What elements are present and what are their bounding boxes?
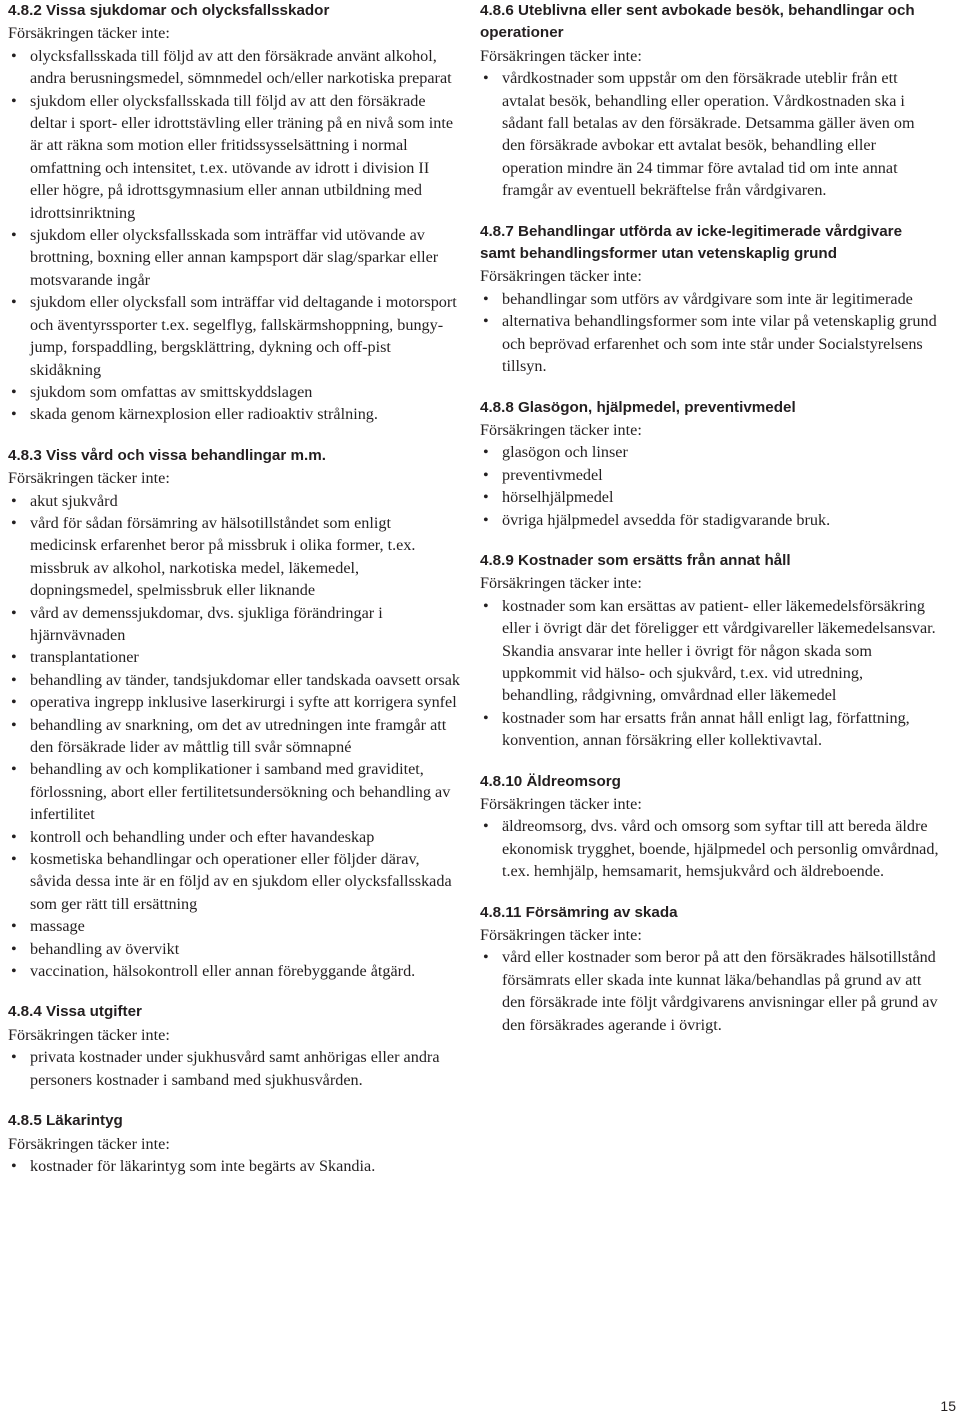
list-item-text: sjukdom eller olycksfallsskada som inträffar vid utövande av brottning, boxning eller annan kampsport där slag/sparkar eller motsvarande ingår <box>30 226 439 289</box>
list-item-text: vård eller kostnader som beror på att den försäkrades hälsotillstånd försämrats eller skada inte kunnat läka/behandlas på grund av att den försäkrade inte följt vårdgivarens anvisningar eller på grund av den försäkrades agerande i övrigt. <box>502 948 938 1034</box>
list-item <box>480 441 940 463</box>
section <box>480 771 940 883</box>
list-item-text: kostnader för läkarintyg som inte begärts av Skandia. <box>30 1156 376 1175</box>
list-item-text: sjukdom som omfattas av smittskyddslagen <box>30 382 313 401</box>
list-item-text: övriga hjälpmedel avsedda för stadigvarande bruk. <box>502 510 831 529</box>
list-item <box>8 714 460 759</box>
left-column <box>8 0 460 1196</box>
list-item-text: behandling av övervikt <box>30 939 180 958</box>
list-item-text: behandling av tänder, tandsjukdomar eller tandskada oavsett orsak <box>30 670 460 689</box>
section-intro: Försäkringen täcker inte: <box>8 24 170 43</box>
list-item-text: alternativa behandlingsformer som inte vilar på vetenskaplig grund och beprövad erfarenhet och som inte står under Socialstyrelsens tillsyn. <box>502 312 937 376</box>
bullet-icon: • <box>11 827 17 846</box>
bullet-icon: • <box>483 948 489 967</box>
bullet-icon: • <box>483 69 489 88</box>
section-intro: Försäkringen täcker inte: <box>8 469 170 488</box>
list-item-text: vård för sådan försämring av hälsotillståndet som enligt medicinsk erfarenhet beror på missbruk i olika former, t.ex. missbruk av alkohol, narkotiska medel, läkemedel, dopningsmedel, spelmissbruk eller liknande <box>30 513 416 600</box>
bullet-list <box>480 815 940 882</box>
section-intro: Försäkringen täcker inte: <box>480 267 642 286</box>
section-intro: Försäkringen täcker inte: <box>8 1025 170 1044</box>
list-item-text: transplantationer <box>30 648 139 667</box>
list-item-text: vaccination, hälsokontroll eller annan förebyggande åtgärd. <box>30 962 416 981</box>
bullet-icon: • <box>11 382 17 401</box>
bullet-list <box>480 67 940 201</box>
list-item <box>8 45 460 90</box>
list-item-text: akut sjukvård <box>30 491 118 510</box>
list-item <box>480 464 940 486</box>
bullet-icon: • <box>11 405 17 424</box>
section-heading: 4.8.6 Uteblivna eller sent avbokade besök, behandlingar och operationer <box>480 2 915 42</box>
bullet-icon: • <box>483 510 489 529</box>
bullet-icon: • <box>11 226 17 245</box>
section <box>480 221 940 378</box>
list-item <box>480 67 940 201</box>
list-item <box>480 310 940 377</box>
section-intro: Försäkringen täcker inte: <box>480 574 642 593</box>
section <box>480 902 940 1036</box>
bullet-icon: • <box>483 596 489 615</box>
list-item <box>8 90 460 224</box>
bullet-icon: • <box>483 465 489 484</box>
list-item-text: massage <box>30 917 85 936</box>
list-item-text: behandlingar som utförs av vårdgivare som inte är legitimerade <box>502 289 913 308</box>
bullet-list <box>480 946 940 1036</box>
list-item-text: hörselhjälpmedel <box>502 488 614 507</box>
section-heading: 4.8.8 Glasögon, hjälpmedel, preventivmedel <box>480 398 796 416</box>
section-heading: 4.8.7 Behandlingar utförda av icke-legitimerade vårdgivare samt behandlingsformer utan vetenskaplig grund <box>480 222 903 263</box>
section-heading: 4.8.11 Försämring av skada <box>480 903 678 921</box>
list-item-text: behandling av och komplikationer i samband med graviditet, förlossning, abort eller fertilitetsundersökning och behandling av infertilitet <box>30 760 451 824</box>
bullet-icon: • <box>483 289 489 308</box>
bullet-icon: • <box>11 46 17 65</box>
section-intro: Försäkringen täcker inte: <box>480 795 642 813</box>
list-item <box>8 758 460 825</box>
list-item <box>480 815 940 882</box>
bullet-icon: • <box>11 1048 17 1067</box>
right-column <box>480 0 940 1055</box>
list-item <box>8 1046 460 1091</box>
bullet-icon: • <box>483 312 489 331</box>
section <box>480 397 940 531</box>
list-item-text: kostnader som kan ersättas av patient- eller läkemedelsförsäkring eller i övrigt där det föreligger ett vårdgivareller läkemedelsansvar. Skandia ansvarar inte heller i övrigt för någon skada som uppkommit vid hälso- och sjukvård, t.ex. vid utredning, behandling, rådgivning, omvårdnad eller läkemedel <box>502 596 936 705</box>
list-item-text: kosmetiska behandlingar och operationer eller följder därav, såvida dessa inte är en följd av en sjukdom eller olycksfallsskada som ger rätt till ersättning <box>30 850 452 913</box>
list-item <box>8 669 460 691</box>
section <box>8 445 460 983</box>
section-heading: 4.8.10 Äldreomsorg <box>480 772 621 790</box>
bullet-icon: • <box>11 715 17 734</box>
list-item-text: vårdkostnader som uppstår om den försäkrade uteblir från ett avtalat besök, behandling eller operation. Vårdkostnaden ska i sådant fall betalas av den försäkrade. Detsamma gäller även om den försäkrade avbokar ett avtalat besök, behandling eller operation mindre än 24 timmar före avtalad tid om inte annat framgår av eventuell bekräftelse från vårdgivaren. <box>502 69 915 200</box>
list-item <box>480 288 940 310</box>
section-intro: Försäkringen täcker inte: <box>480 420 642 439</box>
bullet-list <box>480 441 940 531</box>
list-item-text: operativa ingrepp inklusive laserkirurgi i syfte att korrigera synfel <box>30 693 457 712</box>
list-item <box>8 646 460 668</box>
list-item <box>8 403 460 425</box>
list-item-text: behandling av snarkning, om det av utredningen inte framgår att den försäkrade lider av måttlig till svår sömnapné <box>30 715 447 756</box>
list-item <box>480 707 940 752</box>
section <box>8 1001 460 1091</box>
bullet-icon: • <box>11 293 17 312</box>
section-heading: 4.8.4 Vissa utgifter <box>8 1003 142 1021</box>
bullet-list <box>8 45 460 426</box>
bullet-list <box>480 595 940 752</box>
list-item <box>8 291 460 381</box>
bullet-icon: • <box>483 443 489 462</box>
list-item <box>8 691 460 713</box>
list-item <box>480 595 940 707</box>
section <box>8 0 460 426</box>
list-item-text: vård av demenssjukdomar, dvs. sjukliga förändringar i hjärnvävnaden <box>30 603 383 644</box>
list-item <box>8 938 460 960</box>
list-item-text: sjukdom eller olycksfall som inträffar vid deltagande i motorsport och äventyrssporter t.ex. segelflyg, fallskärmshoppning, bungy-jump, forspaddling, bergsklättring, dykning och off-pist skidåkning <box>30 293 457 379</box>
list-item <box>480 509 940 531</box>
list-item-text: glasögon och linser <box>502 443 628 462</box>
bullet-icon: • <box>11 962 17 981</box>
section-intro: Försäkringen täcker inte: <box>8 1134 170 1153</box>
list-item-text: preventivmedel <box>502 465 603 484</box>
list-item <box>8 1155 460 1177</box>
section <box>480 0 940 202</box>
list-item-text: äldreomsorg, dvs. vård och omsorg som syftar till att bereda äldre ekonomisk trygghet, boende, hjälpmedel och personlig omvårdnad, t.ex. hemhjälp, hemsamarit, hemsjukvård och äldreboende. <box>502 817 939 881</box>
bullet-icon: • <box>11 760 17 779</box>
list-item-text: kostnader som har ersatts från annat håll enligt lag, författning, konvention, annan försäkring eller kollektivavtal. <box>502 708 910 750</box>
list-item-text: skada genom kärnexplosion eller radioaktiv strålning. <box>30 405 378 424</box>
bullet-icon: • <box>11 693 17 712</box>
section-heading: 4.8.3 Viss vård och vissa behandlingar m.m. <box>8 446 326 464</box>
bullet-icon: • <box>483 708 489 727</box>
bullet-icon: • <box>11 491 17 510</box>
list-item <box>8 915 460 937</box>
list-item <box>480 486 940 508</box>
list-item <box>8 848 460 915</box>
bullet-list <box>480 288 940 378</box>
bullet-icon: • <box>11 91 17 110</box>
bullet-icon: • <box>483 817 489 836</box>
list-item <box>8 960 460 982</box>
bullet-icon: • <box>11 513 17 532</box>
page-number: 15 <box>940 1398 956 1414</box>
list-item-text: sjukdom eller olycksfallsskada till följd av att den försäkrade deltar i sport- eller idrottstävling eller träning på en nivå som inte är att räkna som motion eller fritidssysselsättning i normal omfattning och intensitet, t.ex. utövande av idrott i division II eller högre, på idrottsgymnasium eller annan utbildning med idrottsinriktning <box>30 91 454 222</box>
section-heading: 4.8.2 Vissa sjukdomar och olycksfallsskador <box>8 2 330 19</box>
bullet-icon: • <box>483 488 489 507</box>
bullet-icon: • <box>11 603 17 622</box>
bullet-icon: • <box>11 917 17 936</box>
bullet-icon: • <box>11 1156 17 1175</box>
list-item <box>8 490 460 512</box>
list-item-text: privata kostnader under sjukhusvård samt anhörigas eller andra personers kostnader i samband med sjukhusvården. <box>30 1048 440 1089</box>
section-intro: Försäkringen täcker inte: <box>480 926 642 945</box>
bullet-list <box>8 490 460 983</box>
list-item-text: kontroll och behandling under och efter havandeskap <box>30 827 375 846</box>
bullet-icon: • <box>11 939 17 958</box>
list-item <box>8 602 460 647</box>
bullet-list <box>8 1046 460 1091</box>
list-item-text: olycksfallsskada till följd av att den försäkrade använt alkohol, andra berusningsmedel, sömnmedel och/eller narkotiska preparat <box>30 46 452 88</box>
bullet-icon: • <box>11 648 17 667</box>
section <box>480 550 940 752</box>
list-item <box>8 381 460 403</box>
list-item <box>480 946 940 1036</box>
bullet-icon: • <box>11 670 17 689</box>
list-item <box>8 826 460 848</box>
section <box>8 1110 460 1177</box>
bullet-icon: • <box>11 850 17 869</box>
section-heading: 4.8.9 Kostnader som ersätts från annat håll <box>480 551 791 569</box>
list-item <box>8 224 460 291</box>
section-heading: 4.8.5 Läkarintyg <box>8 1112 123 1130</box>
list-item <box>8 512 460 602</box>
bullet-list <box>8 1155 460 1177</box>
section-intro: Försäkringen täcker inte: <box>480 46 642 65</box>
